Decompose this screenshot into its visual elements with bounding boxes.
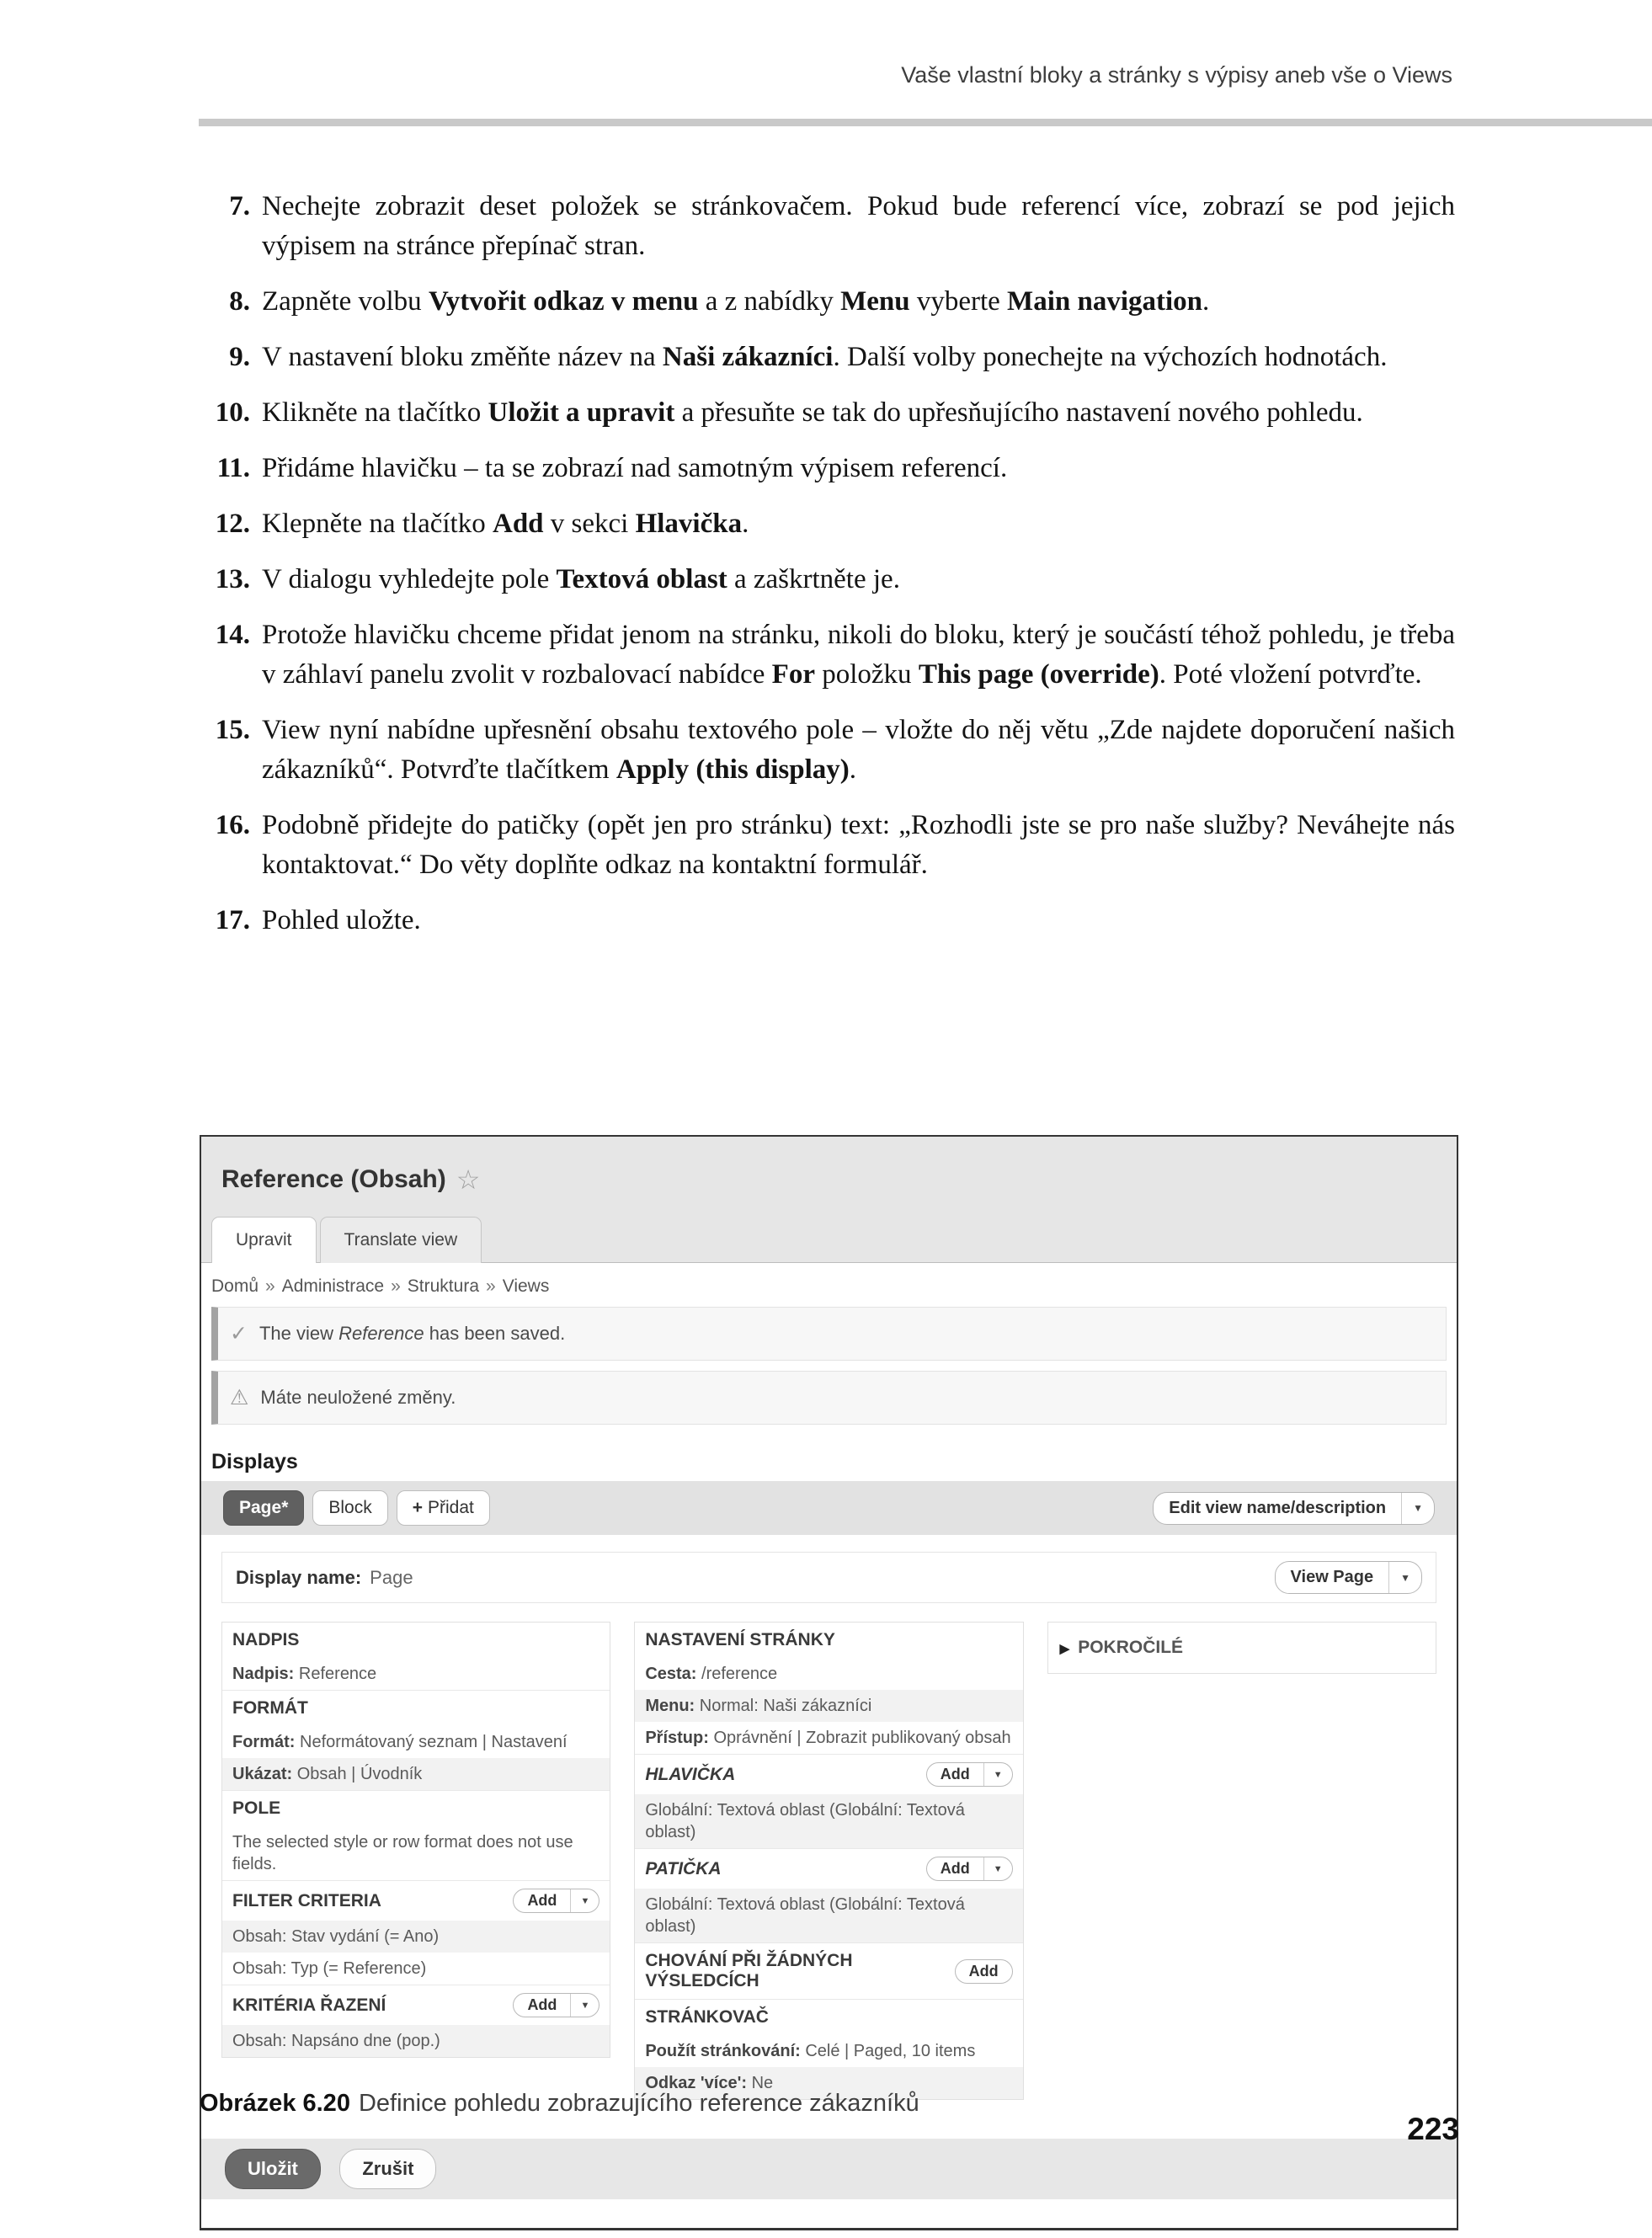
add-button[interactable]	[926, 1762, 1013, 1787]
breadcrumb-separator: »	[265, 1276, 275, 1296]
edit-view-name-label: Edit view name/description	[1169, 1498, 1387, 1517]
section-title: POLE	[232, 1798, 281, 1818]
setting-row[interactable]: Globální: Textová oblast (Globální: Textová oblast)	[635, 1794, 1022, 1848]
figure-caption-text: Definice pohledu zobrazujícího reference zákazníků	[358, 2090, 919, 2117]
step-number: 9.	[229, 342, 250, 372]
section-title: NASTAVENÍ STRÁNKY	[645, 1630, 835, 1649]
setting-row[interactable]: Globální: Textová oblast (Globální: Textová oblast)	[635, 1889, 1022, 1942]
step-number: 17.	[215, 905, 250, 935]
settings-section	[635, 1848, 1022, 1942]
header-rule	[199, 119, 1652, 126]
save-button[interactable]: Uložit	[225, 2149, 321, 2189]
section-header	[222, 1790, 610, 1826]
advanced-label: POKROČILÉ	[1078, 1638, 1184, 1657]
displays-heading: Displays	[211, 1450, 298, 1473]
settings-section	[635, 1623, 1022, 1754]
section-header	[222, 1985, 610, 2025]
section-title: FORMÁT	[232, 1698, 308, 1718]
tab-upravit[interactable]: Upravit	[211, 1217, 317, 1263]
views-header	[201, 1137, 1457, 1263]
settings-section	[222, 1880, 610, 1985]
section-header	[635, 1754, 1022, 1794]
message-text: The view Reference has been saved.	[258, 1323, 566, 1344]
step-text: Zapněte volbu Vytvořit odkaz v menu a z nabídky Menu vyberte Main navigation.	[262, 286, 1210, 317]
drupal-views-screenshot	[200, 1135, 1458, 2230]
section-title: NADPIS	[232, 1630, 300, 1649]
running-head: Vaše vlastní bloky a stránky s výpisy aneb vše o Views	[901, 62, 1452, 88]
step-text: Klikněte na tlačítko Uložit a upravit a přesuňte se tak do upřesňujícího nastavení nového pohledu.	[262, 397, 1363, 428]
step-text: V dialogu vyhledejte pole Textová oblast a zaškrtněte je.	[262, 564, 900, 594]
step-number: 14.	[215, 620, 250, 650]
chevron-down-icon[interactable]: ▼	[983, 1763, 1012, 1786]
edit-view-name-button[interactable]	[1153, 1492, 1435, 1525]
step-text: V nastavení bloku změňte název na Naši zákazníci. Další volby ponechejte na výchozích hodnotách.	[262, 342, 1388, 372]
breadcrumb-separator: »	[486, 1276, 496, 1296]
view-page-label: View Page	[1290, 1568, 1374, 1586]
display-buttons	[223, 1490, 498, 1526]
display-button-block[interactable]	[312, 1490, 387, 1526]
setting-row[interactable]: Odkaz 'více': Ne	[635, 2067, 1022, 2099]
settings-column	[1047, 1622, 1436, 1674]
setting-row[interactable]: Obsah: Napsáno dne (pop.)	[222, 2025, 610, 2057]
list-item	[200, 711, 1455, 790]
step-text: Podobně přidejte do patičky (opět jen pro stránku) text: „Rozhodli jste se pro naše služby? Neváhejte nás kontaktovat.“ Do věty doplňte odkaz na kontaktní formulář.	[262, 810, 1455, 880]
settings-section	[635, 1999, 1022, 2099]
list-item	[200, 187, 1455, 266]
step-number: 13.	[215, 564, 250, 594]
warning-icon: ⚠	[230, 1385, 249, 1409]
list-item	[200, 615, 1455, 695]
display-name-row	[221, 1552, 1436, 1603]
breadcrumb-link[interactable]: Administrace	[281, 1276, 385, 1296]
setting-row[interactable]: Menu: Normal: Naši zákazníci	[635, 1690, 1022, 1722]
section-header	[222, 1880, 610, 1921]
display-button-label: Block	[328, 1498, 372, 1517]
list-item	[200, 449, 1455, 488]
chevron-down-icon[interactable]: ▼	[1401, 1493, 1434, 1524]
add-button-label: Add	[527, 1996, 557, 2013]
display-name-value: Page	[370, 1566, 413, 1588]
add-button-label: Add	[968, 1962, 999, 1980]
add-button-label: Add	[940, 1860, 970, 1877]
views-footer	[201, 2139, 1457, 2199]
add-button-label: Add	[527, 1892, 557, 1909]
settings-section	[222, 1985, 610, 2057]
settings-section	[635, 1942, 1022, 1999]
figure-caption	[200, 2090, 919, 2118]
section-title: PATIČKA	[645, 1858, 722, 1878]
views-body	[201, 1276, 1457, 2228]
chevron-down-icon[interactable]: ▼	[570, 1994, 599, 2017]
chevron-down-icon[interactable]: ▼	[983, 1857, 1012, 1880]
section-header	[635, 1999, 1022, 2035]
section-header	[222, 1690, 610, 1726]
instruction-list	[200, 187, 1455, 956]
step-number: 10.	[215, 397, 250, 428]
check-icon: ✓	[230, 1321, 248, 1345]
list-item	[200, 806, 1455, 885]
view-tabs	[211, 1216, 1436, 1262]
cancel-button[interactable]: Zrušit	[339, 2149, 436, 2189]
settings-section	[222, 1790, 610, 1880]
section-title: FILTER CRITERIA	[232, 1890, 381, 1910]
figure-caption-label: Obrázek 6.20	[200, 2090, 350, 2117]
step-text: Přidáme hlavičku – ta se zobrazí nad samotným výpisem referencí.	[262, 453, 1008, 483]
tab-translate-view[interactable]: Translate view	[320, 1217, 482, 1263]
section-title: HLAVIČKA	[645, 1764, 736, 1784]
status-message	[211, 1307, 1447, 1361]
list-item	[200, 393, 1455, 433]
list-item	[200, 338, 1455, 377]
setting-row[interactable]: Obsah: Typ (= Reference)	[232, 1959, 427, 1978]
settings-section	[635, 1754, 1022, 1848]
chevron-right-icon: ▶	[1059, 1642, 1070, 1656]
displays-toolbar	[201, 1481, 1457, 1535]
step-number: 15.	[215, 715, 250, 745]
add-button[interactable]	[513, 1993, 600, 2017]
display-button-page[interactable]	[223, 1490, 304, 1526]
view-title: Reference (Obsah)	[221, 1165, 446, 1193]
step-number: 12.	[215, 509, 250, 539]
setting-row[interactable]: Nadpis: Reference	[232, 1665, 377, 1683]
setting-row[interactable]: Formát: Neformátovaný seznam | Nastavení	[232, 1733, 568, 1751]
breadcrumb-separator: »	[391, 1276, 401, 1296]
footer-gap	[211, 2199, 1447, 2228]
step-text: Pohled uložte.	[262, 905, 421, 935]
chevron-down-icon[interactable]: ▼	[570, 1889, 599, 1912]
step-text: Protože hlavičku chceme přidat jenom na stránku, nikoli do bloku, který je součástí téhož pohledu, je třeba v záhlaví panelu zvolit v rozbalovací nabídce For položku This page (override). Poté vložení potvrďte.	[262, 620, 1455, 690]
display-button-pidat[interactable]	[397, 1490, 490, 1526]
message-text: Máte neuložené změny.	[260, 1387, 456, 1408]
status-messages	[211, 1307, 1447, 1425]
setting-row[interactable]: Ukázat: Obsah | Úvodník	[222, 1758, 610, 1790]
display-name-label: Display name:	[236, 1566, 362, 1588]
breadcrumb-link[interactable]: Struktura	[407, 1276, 479, 1296]
list-item	[200, 504, 1455, 544]
setting-row[interactable]: Cesta: /reference	[645, 1665, 778, 1683]
settings-column	[634, 1622, 1023, 2100]
step-text: Nechejte zobrazit deset položek se stránkovačem. Pokud bude referencí více, zobrazí se pod jejich výpisem na stránce přepínač stran.	[262, 191, 1455, 261]
section-title: STRÁNKOVAČ	[645, 2007, 769, 2027]
list-item	[200, 282, 1455, 322]
setting-row[interactable]: Přístup: Oprávnění | Zobrazit publikovaný obsah	[645, 1729, 1011, 1747]
chevron-down-icon[interactable]: ▼	[1388, 1562, 1421, 1593]
display-button-label: Přidat	[428, 1498, 474, 1517]
star-icon[interactable]: ☆	[456, 1164, 481, 1195]
section-header	[635, 1623, 1022, 1658]
step-number: 11.	[216, 453, 250, 483]
view-page-button[interactable]	[1275, 1561, 1422, 1594]
add-button[interactable]	[513, 1889, 600, 1913]
page-number: 223	[1407, 2112, 1459, 2146]
advanced-toggle[interactable]	[1048, 1623, 1436, 1673]
breadcrumb-link[interactable]: Views	[502, 1276, 550, 1296]
step-number: 8.	[229, 286, 250, 317]
step-number: 16.	[215, 810, 250, 840]
warning-message	[211, 1371, 1447, 1425]
step-number: 7.	[229, 191, 250, 221]
section-title: KRITÉRIA ŘAZENÍ	[232, 1995, 386, 2015]
section-header	[222, 1623, 610, 1658]
settings-section	[222, 1690, 610, 1790]
add-button-label: Add	[940, 1766, 970, 1782]
setting-row[interactable]: The selected style or row format does not use fields.	[232, 1833, 573, 1873]
setting-row[interactable]: Obsah: Stav vydání (= Ano)	[222, 1921, 610, 1953]
add-button[interactable]	[926, 1857, 1013, 1881]
add-button[interactable]	[955, 1959, 1013, 1984]
views-settings-columns	[221, 1622, 1436, 2100]
step-text: View nyní nabídne upřesnění obsahu textového pole – vložte do něj větu „Zde najdete doporučení našich zákazníků“. Potvrďte tlačítkem Apply (this display).	[262, 715, 1455, 785]
display-button-label: Page*	[239, 1498, 289, 1517]
list-item	[200, 560, 1455, 599]
breadcrumb	[211, 1276, 1447, 1297]
settings-column	[221, 1622, 610, 2058]
setting-row[interactable]: Použít stránkování: Celé | Paged, 10 items	[645, 2042, 976, 2060]
settings-section	[222, 1623, 610, 1690]
section-header	[635, 1942, 1022, 1999]
section-header	[635, 1848, 1022, 1889]
breadcrumb-link[interactable]: Domů	[211, 1276, 259, 1296]
section-title: CHOVÁNÍ PŘI ŽÁDNÝCH VÝSLEDCÍCH	[645, 1951, 853, 1990]
step-text: Klepněte na tlačítko Add v sekci Hlavička.	[262, 509, 749, 539]
list-item	[200, 901, 1455, 940]
plus-icon: +	[412, 1498, 423, 1517]
